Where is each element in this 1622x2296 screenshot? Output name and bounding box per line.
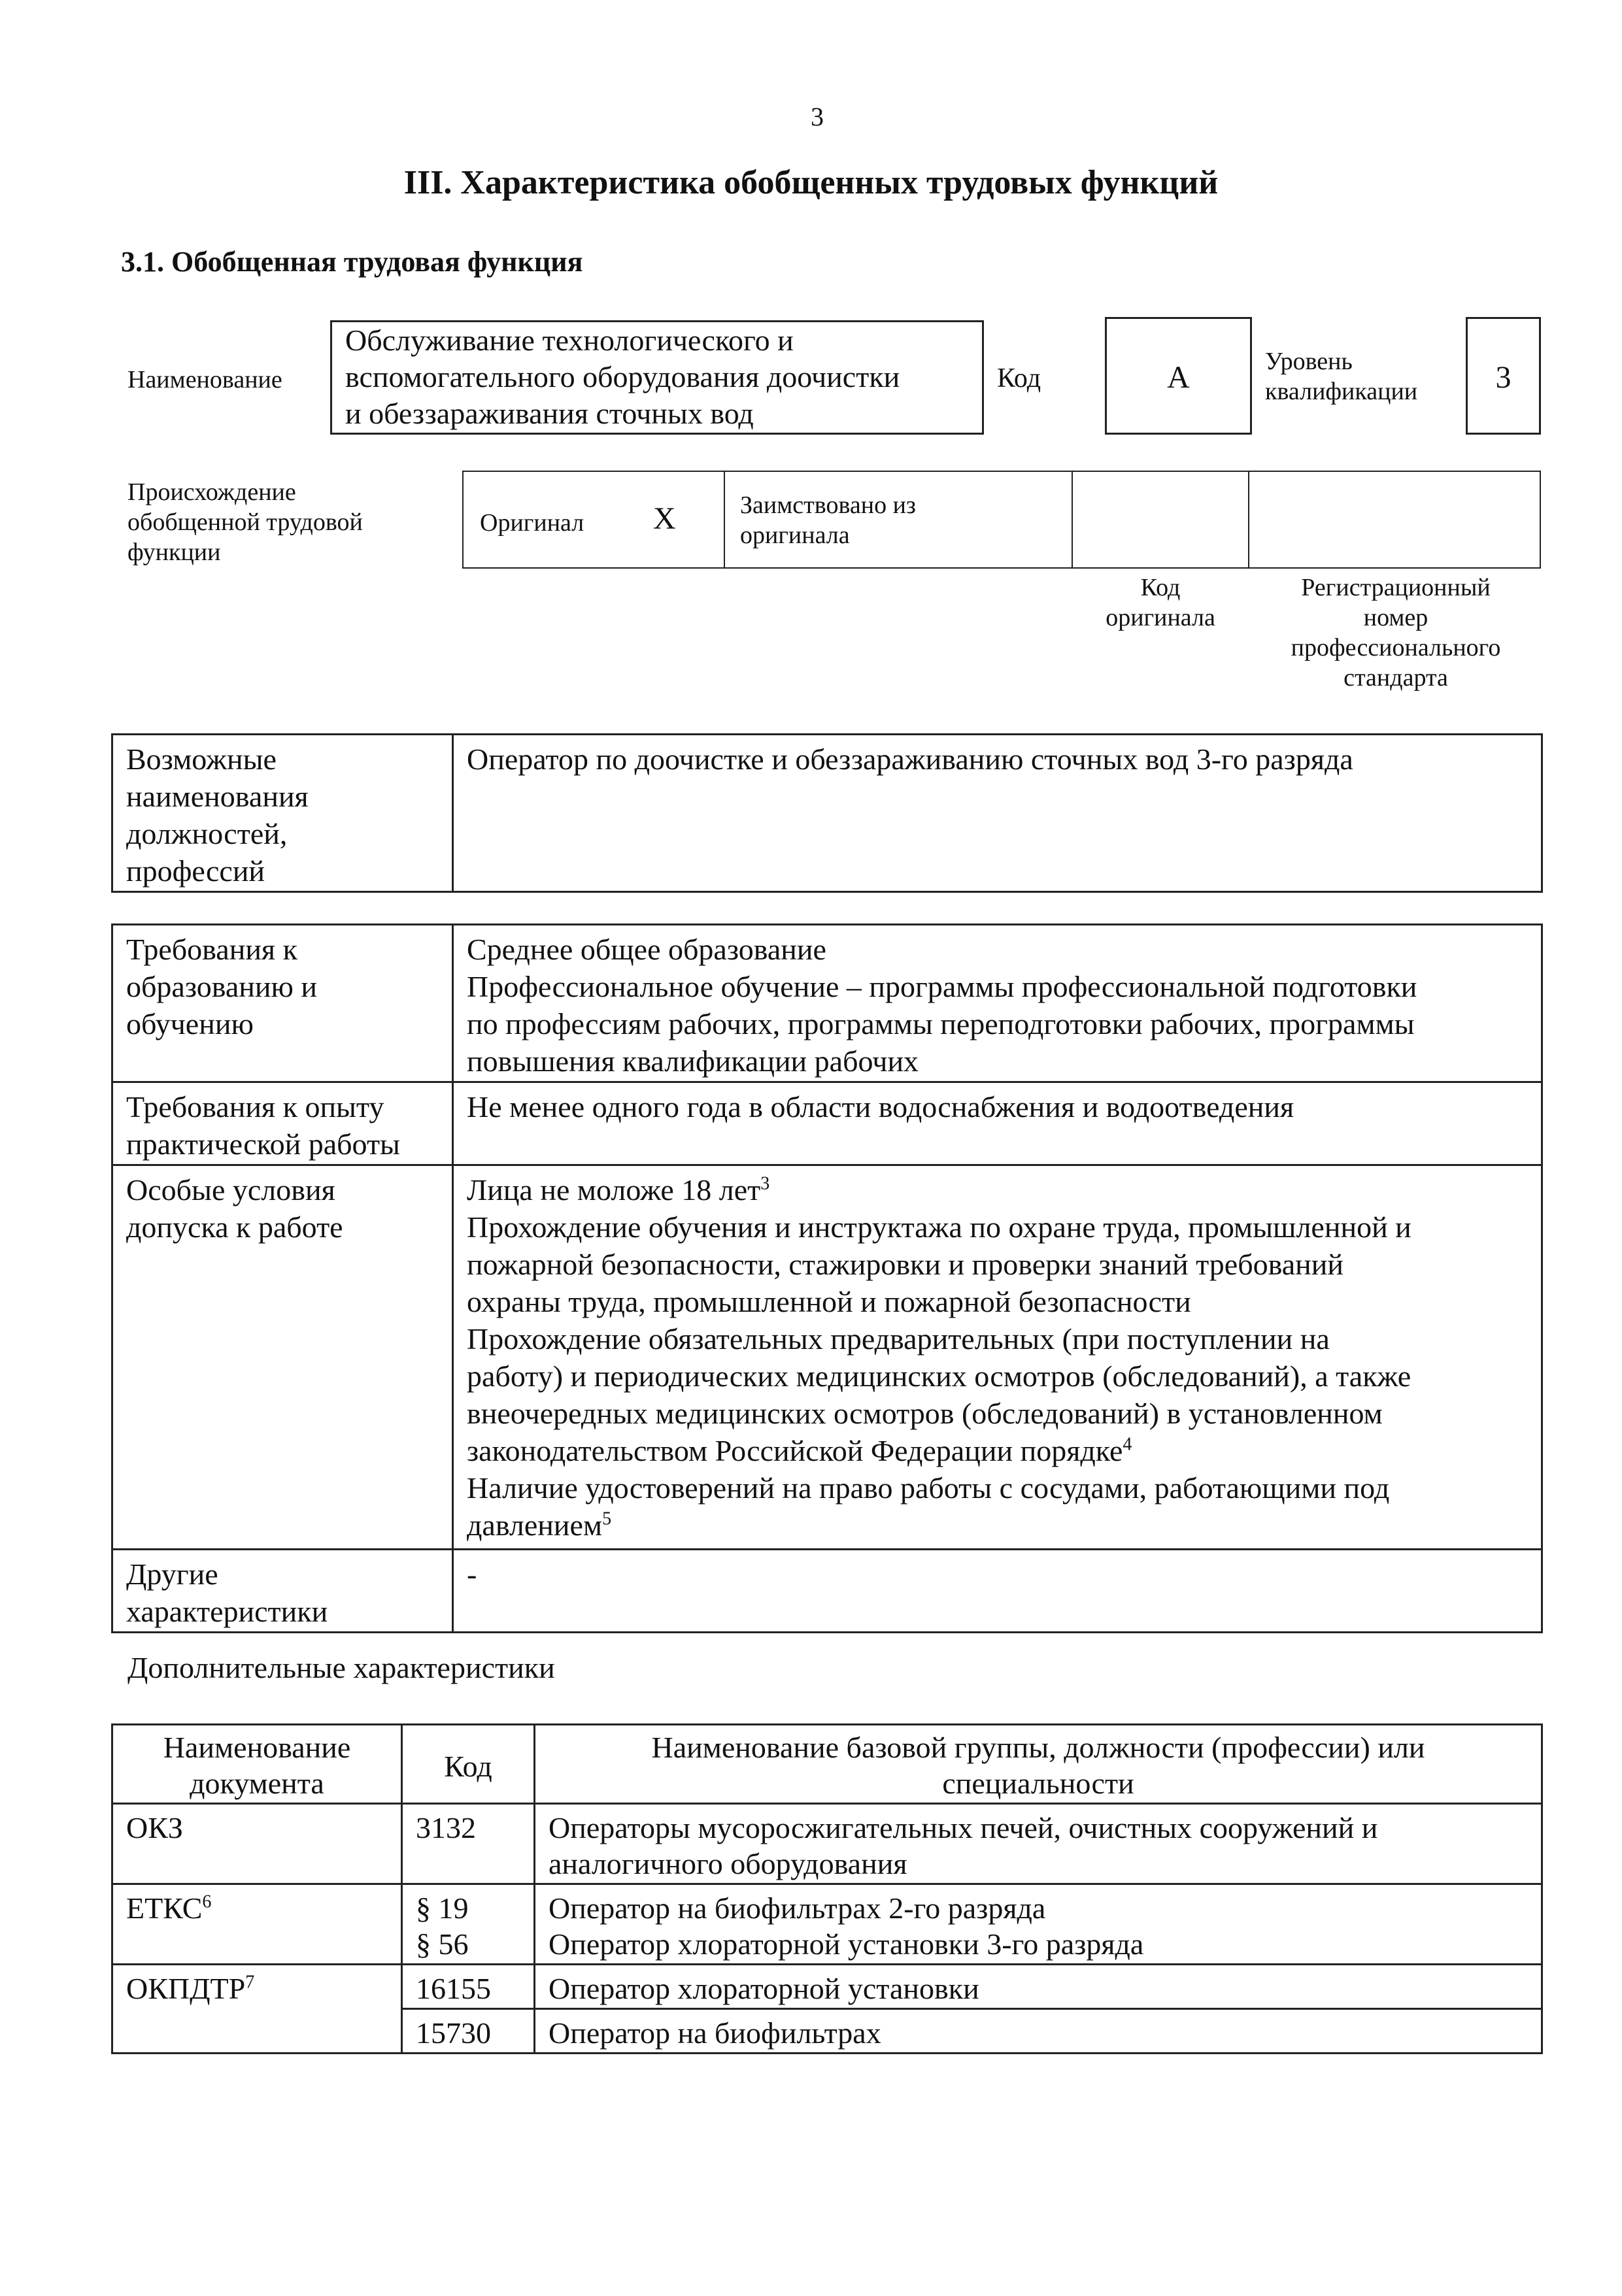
origin-label-line: обобщенной трудовой bbox=[127, 508, 363, 536]
function-name-line: и обеззараживания сточных вод bbox=[345, 397, 754, 430]
requirement-value bbox=[453, 1165, 1542, 1550]
name-line: Оператор на биофильтрах bbox=[549, 2016, 881, 2050]
value-line: Прохождение обучения и инструктажа по охране труда, промышленной и bbox=[467, 1210, 1411, 1244]
name-line: Оператор хлораторной установки bbox=[549, 1972, 979, 2005]
name-line: аналогичного оборудования bbox=[549, 1847, 907, 1880]
code-value-box bbox=[1105, 317, 1252, 435]
value-line: давлением$^5$ bbox=[467, 1508, 612, 1542]
footnote-mark: 7 bbox=[245, 1972, 255, 1993]
function-name-line: вспомогательного оборудования доочистки bbox=[345, 360, 900, 393]
value-line: охраны труда, промышленной и пожарной безопасности bbox=[467, 1285, 1191, 1318]
name-cell bbox=[535, 2009, 1542, 2054]
label-line: Возможные bbox=[126, 742, 277, 776]
header-line: Наименование базовой группы, должности (профессии) или bbox=[651, 1731, 1425, 1764]
requirement-label bbox=[112, 1082, 453, 1165]
header-line: специальности bbox=[942, 1767, 1134, 1800]
name-cell bbox=[535, 1804, 1542, 1884]
name-cell bbox=[535, 1884, 1542, 1965]
name-line: Операторы мусоросжигательных печей, очистных сооружений и bbox=[549, 1811, 1378, 1844]
value-line: Наличие удостоверений на право работы с сосудами, работающими под bbox=[467, 1471, 1390, 1505]
value-line: Прохождение обязательных предварительных (при поступлении на bbox=[467, 1322, 1330, 1356]
function-name-box bbox=[330, 320, 984, 435]
origin-label-line: Происхождение bbox=[127, 478, 296, 506]
value-line: - bbox=[467, 1557, 477, 1591]
footnote-mark: 6 bbox=[202, 1891, 212, 1912]
table-row bbox=[112, 1165, 1542, 1550]
caption-line: Регистрационный bbox=[1301, 574, 1491, 601]
doc-cell: ЕТКС$^6$ bbox=[112, 1884, 402, 1965]
label-line: Требования к bbox=[126, 933, 297, 966]
header-code bbox=[402, 1725, 535, 1804]
header-doc bbox=[112, 1725, 402, 1804]
requirement-label bbox=[112, 925, 453, 1082]
header-line: Наименование bbox=[163, 1731, 351, 1764]
value-line: по профессиям рабочих, программы переподготовки рабочих, программы bbox=[467, 1007, 1415, 1040]
label-line: должностей, bbox=[126, 817, 288, 850]
code-value: A bbox=[1167, 360, 1190, 395]
code-cell bbox=[402, 1884, 535, 1965]
value-line: Не менее одного года в области водоснабжения и водоотведения bbox=[467, 1090, 1294, 1123]
original-mark: X bbox=[653, 501, 676, 536]
origin-table bbox=[462, 471, 1541, 569]
name-label: Наименование bbox=[127, 366, 282, 393]
label-line: характеристики bbox=[126, 1595, 328, 1628]
code-cell bbox=[402, 2009, 535, 2054]
function-name-line: Обслуживание технологического и bbox=[345, 324, 794, 357]
caption-line: стандарта bbox=[1343, 664, 1448, 691]
footnote-mark: 3 bbox=[760, 1173, 770, 1194]
origin-label-line: функции bbox=[127, 539, 221, 566]
code-cell bbox=[402, 1965, 535, 2009]
header-line: Код bbox=[444, 1749, 492, 1783]
subsection-title: 3.1. Обобщенная трудовая функция bbox=[121, 246, 583, 278]
label-line: Другие bbox=[126, 1557, 218, 1591]
level-label bbox=[1265, 346, 1417, 407]
value-line: Оператор по доочистке и обеззараживанию сточных вод 3-го разряда bbox=[467, 742, 1353, 776]
section-title: III. Характеристика обобщенных трудовых функций bbox=[403, 164, 1219, 201]
label-line: практической работы bbox=[126, 1127, 400, 1161]
footnote-mark: 4 bbox=[1123, 1434, 1132, 1455]
additional-table bbox=[111, 1723, 1543, 2054]
doc-cell: ОКЗ bbox=[112, 1804, 402, 1884]
page-number: 3 bbox=[811, 102, 824, 131]
name-line: Оператор хлораторной установки 3-го разряда bbox=[549, 1927, 1144, 1961]
label-line: обучению bbox=[126, 1007, 254, 1040]
label-line: образованию и bbox=[126, 970, 317, 1003]
value-line: Профессиональное обучение – программы профессиональной подготовки bbox=[467, 970, 1417, 1003]
level-label-line: квалификации bbox=[1265, 378, 1418, 405]
caption-line: номер bbox=[1363, 604, 1428, 631]
code-line: 15730 bbox=[416, 2016, 491, 2050]
value-line: работу) и периодических медицинских осмотров (обследований), а также bbox=[467, 1359, 1411, 1393]
positions-table bbox=[111, 733, 1543, 893]
label-line: профессий bbox=[126, 854, 265, 888]
footnote-mark: 5 bbox=[602, 1508, 612, 1529]
label-line: Требования к опыту bbox=[126, 1090, 384, 1123]
reg-number-caption bbox=[1249, 573, 1543, 693]
value-line: законодательством Российской Федерации порядке$^4$ bbox=[467, 1434, 1132, 1467]
doc-cell: ОКПДТР$^7$ bbox=[112, 1965, 402, 2054]
name-line: Оператор на биофильтрах 2-го разряда bbox=[549, 1891, 1046, 1925]
table-row bbox=[112, 925, 1542, 1082]
table-header-row bbox=[112, 1725, 1542, 1804]
original-label: Оригинал bbox=[480, 509, 584, 537]
code-original-caption bbox=[1072, 573, 1249, 633]
code-line: § 19 bbox=[416, 1891, 469, 1925]
requirement-value bbox=[453, 1082, 1542, 1165]
caption-line: профессионального bbox=[1291, 634, 1501, 661]
value-line: внеочередных медицинских осмотров (обследований) в установленном bbox=[467, 1397, 1383, 1430]
borrowed-label-line: оригинала bbox=[740, 522, 850, 549]
requirement-label bbox=[112, 1165, 453, 1550]
caption-line: оригинала bbox=[1106, 604, 1215, 631]
label-line: наименования bbox=[126, 780, 309, 813]
level-label-line: Уровень bbox=[1265, 348, 1353, 375]
label-line: допуска к работе bbox=[126, 1210, 343, 1244]
value-line: Лица не моложе 18 лет$^3$ bbox=[467, 1173, 770, 1206]
label-line: Особые условия bbox=[126, 1173, 335, 1206]
table-row bbox=[112, 1884, 1542, 1965]
table-row bbox=[112, 1965, 1542, 2009]
borrowed-label bbox=[740, 490, 916, 550]
level-value-box bbox=[1466, 317, 1541, 435]
value-line: пожарной безопасности, стажировки и проверки знаний требований bbox=[467, 1248, 1344, 1281]
code-cell bbox=[402, 1804, 535, 1884]
code-line: 3132 bbox=[416, 1811, 476, 1844]
origin-label bbox=[127, 477, 363, 567]
header-line: документа bbox=[190, 1767, 324, 1800]
positions-label bbox=[112, 735, 453, 892]
table-row bbox=[112, 1550, 1542, 1633]
caption-line: Код bbox=[1140, 574, 1181, 601]
additional-title: Дополнительные характеристики bbox=[127, 1651, 555, 1684]
value-line: Среднее общее образование bbox=[467, 933, 826, 966]
requirements-table bbox=[111, 923, 1543, 1633]
requirement-label bbox=[112, 1550, 453, 1633]
table-row bbox=[112, 1804, 1542, 1884]
level-value: 3 bbox=[1495, 360, 1512, 395]
requirement-value bbox=[453, 925, 1542, 1082]
positions-value bbox=[453, 735, 1542, 892]
code-label: Код bbox=[997, 363, 1041, 393]
name-cell bbox=[535, 1965, 1542, 2009]
header-name bbox=[535, 1725, 1542, 1804]
value-line: повышения квалификации рабочих bbox=[467, 1044, 919, 1078]
code-line: 16155 bbox=[416, 1972, 491, 2005]
code-line: § 56 bbox=[416, 1927, 469, 1961]
borrowed-label-line: Заимствовано из bbox=[740, 491, 916, 519]
requirement-value bbox=[453, 1550, 1542, 1633]
table-row bbox=[112, 1082, 1542, 1165]
